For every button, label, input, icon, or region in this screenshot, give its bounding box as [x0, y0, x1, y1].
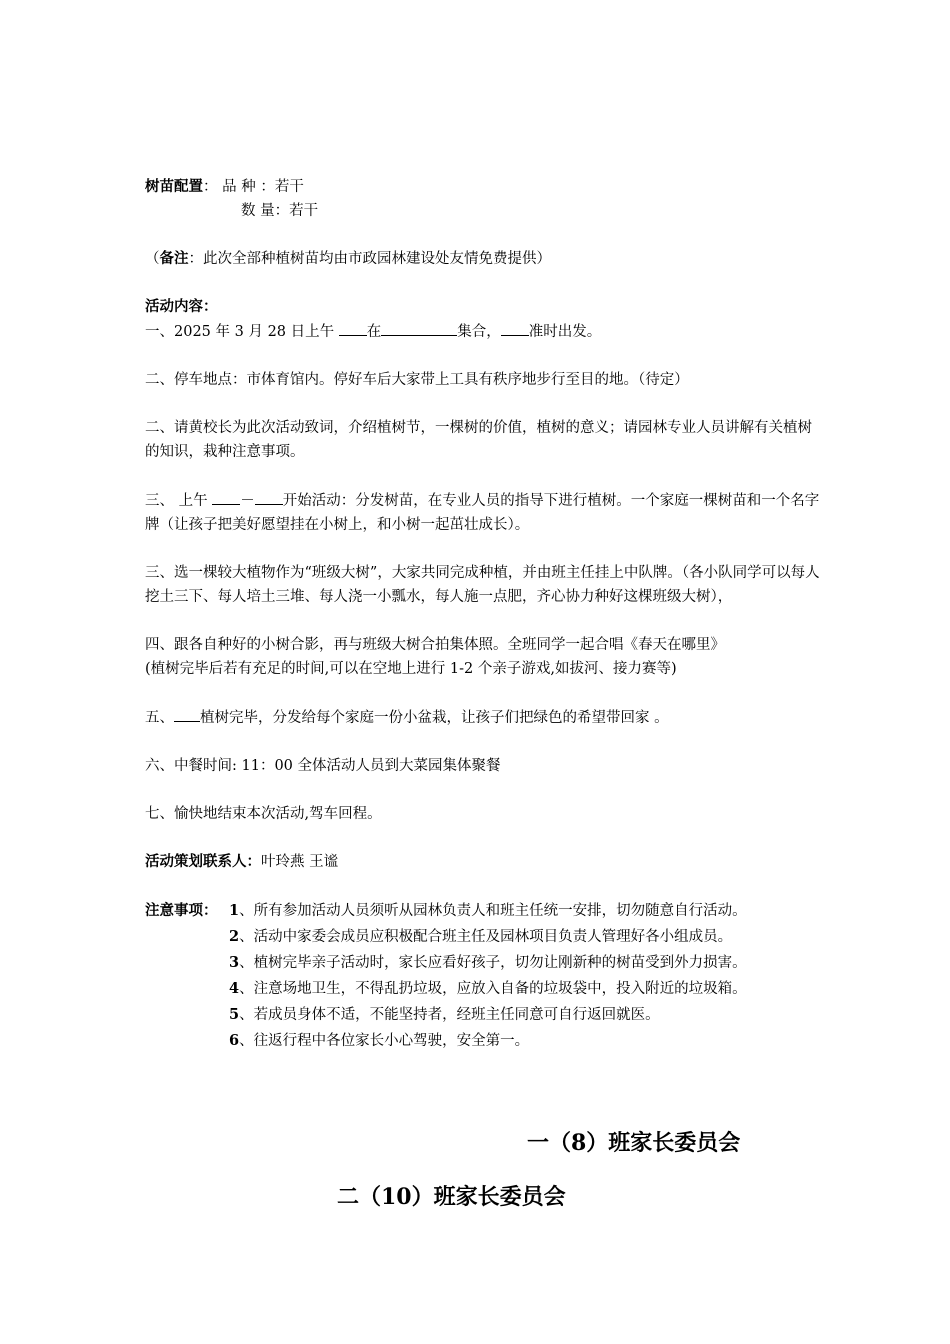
note-item [145, 898, 825, 924]
activity-item-7 [145, 705, 825, 730]
note-text: 、植树完毕亲子活动时，家长应看好孩子，切勿让刚新种的树苗受到外力损害。 [239, 955, 747, 971]
end-time-blank [255, 488, 283, 505]
note-item [145, 950, 825, 976]
item4-text-a: 三、 上午 [145, 493, 213, 509]
activity-item-3: 二、请黄校长为此次活动致词，介绍植树节，一棵树的价值，植树的意义；请园林专业人员讲解有关植树的知识，栽种注意事项。 [145, 420, 812, 460]
contact-label: 活动策划联系人： [145, 853, 261, 870]
activity-item-6-note: (植树完毕后若有充足的时间,可以在空地上进行 1-2 个亲子游戏,如拔河、接力赛等) [145, 661, 677, 677]
seedling-quantity-line [145, 199, 825, 223]
note-item [145, 1028, 825, 1054]
remark-open-paren: （ [145, 251, 160, 267]
item1-text-b: 在 [366, 324, 382, 340]
note-number: 4 [229, 980, 240, 997]
item7-text-a: 五、 [145, 710, 174, 726]
note-number: 5 [229, 1006, 240, 1023]
activity-item-2: 二、停车地点：市体育馆内。停好车后大家带上工具有秩序地步行至目的地。（待定） [145, 372, 689, 388]
item4-text-c: 开始活动：分发树苗，在专业人员的指导下进行植树。一个家庭一棵树苗和一个名字牌（让孩子把美好愿望挂在小树上，和小树一起茁壮成长）。 [145, 493, 820, 533]
note-text: 、所有参加活动人员须听从园林负责人和班主任统一安排，切勿随意自行活动。 [239, 903, 747, 919]
note-number: 6 [229, 1032, 240, 1049]
note-text: 、注意场地卫生，不得乱扔垃圾，应放入自备的垃圾袋中，投入附近的垃圾箱。 [239, 981, 747, 997]
activity-item-1 [145, 319, 825, 344]
note-number: 2 [229, 928, 240, 945]
activity-heading: 活动内容： [145, 298, 218, 315]
place-blank [381, 319, 457, 336]
item1-text-d: 准时出发。 [528, 324, 602, 340]
note-text: 、往返行程中各位家长小心驾驶，安全第一。 [239, 1033, 530, 1049]
item1-text-c: 集合， [457, 324, 501, 340]
contact-names: 叶玲燕 王谧 [261, 854, 339, 870]
finish-time-blank [174, 705, 200, 722]
time-blank [339, 319, 367, 336]
remark-text: ：此次全部种植树苗均由市政园林建设处友情免费提供） [188, 251, 551, 267]
activity-item-9: 七、愉快地结束本次活动,驾车回程。 [145, 806, 382, 822]
notes-label: 注意事项： [145, 902, 218, 919]
remark-line [145, 247, 825, 271]
activity-item-4 [145, 488, 825, 537]
depart-time-blank [501, 319, 529, 336]
note-item [145, 924, 825, 950]
item1-text-a: 一、2025 年 3 月 28 日上午 [145, 324, 339, 340]
note-item [145, 1002, 825, 1028]
start-time-blank [212, 488, 240, 505]
seedling-config-line [145, 175, 825, 199]
contact-line [145, 850, 825, 874]
seedling-label: 树苗配置 [145, 178, 203, 195]
item7-text-b: 植树完毕，分发给每个家庭一份小盆栽，让孩子们把绿色的希望带回家 。 [200, 710, 669, 726]
seedling-variety: 品 种 ：若干 [222, 179, 304, 195]
activity-item-8: 六、中餐时间: 11：00 全体活动人员到大菜园集体聚餐 [145, 758, 501, 774]
seedling-colon: ： [203, 179, 218, 195]
signature-class-1-8: 一（8）班家长委员会 [527, 1130, 741, 1156]
document-body [145, 175, 825, 1054]
note-item [145, 976, 825, 1002]
item4-dash: － [240, 493, 255, 509]
seedling-quantity: 数 量：若干 [241, 203, 319, 219]
signature-class-2-10: 二（10）班家长委员会 [337, 1184, 566, 1210]
notes-section [145, 898, 825, 1054]
note-text: 、若成员身体不适，不能坚持者，经班主任同意可自行返回就医。 [239, 1007, 660, 1023]
note-text: 、活动中家委会成员应积极配合班主任及园林项目负责人管理好各小组成员。 [239, 929, 733, 945]
note-number: 1 [229, 902, 240, 919]
remark-label: 备注 [159, 250, 189, 267]
activity-item-6: 四、跟各自种好的小树合影，再与班级大树合拍集体照。全班同学一起合唱《春天在哪里》 [145, 637, 725, 653]
activity-item-5: 三、选一棵较大植物作为“班级大树”，大家共同完成种植，并由班主任挂上中队牌。（各小队同学可以每人挖土三下、每人培土三堆、每人浇一小瓢水，每人施一点肥，齐心协力种好这棵班级大树）， [145, 565, 820, 605]
note-number: 3 [229, 954, 240, 971]
